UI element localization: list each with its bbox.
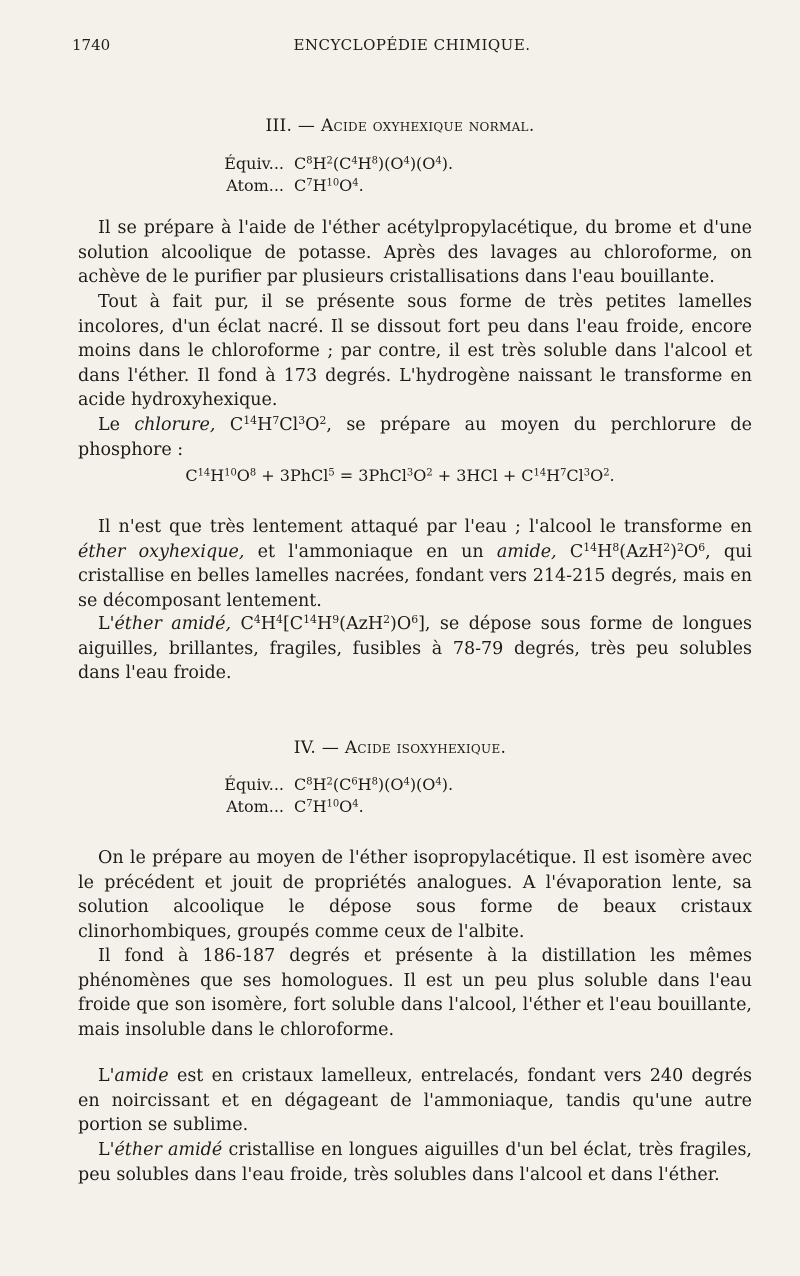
amide-formula: $C^{14}H^8(AzH^2)^2O^6$	[569, 540, 706, 562]
section-3-paragraph-chlorure: Le chlorure, $C^{14}H^7Cl^3O^2$, se prépare au moyen du perchlorure de phosphore :	[78, 414, 752, 460]
section-4-numeral: IV.	[293, 738, 317, 758]
section-3-formulas	[200, 153, 453, 197]
section-3-title: Acide oxyhexique normal.	[320, 116, 535, 136]
section-3-paragraph-5: L'éther amidé, $C^4H^4[C^{14}H^9(AzH^2)O^6]$, se dépose sous forme de longues aiguilles, brillantes, fragiles, fusibles à 78-79 degrés, très peu solubles dans l'eau froide.	[78, 613, 752, 684]
equation: $C^{14}H^{10}O^8$ + 3PhCl$^5$ = $3PhCl^3O^2 + 3HCl + C^{14}H^7Cl^3O^2$.	[185, 466, 615, 485]
ether-amide-formula: $C^4H^4[C^{14}H^9(AzH^2)O^6]$	[240, 613, 425, 634]
section-4-paragraph-amide: L'amide est en cristaux lamelleux, entrelacés, fondant vers 240 degrés en noircissant et en dégageant de l'ammoniaque, tandis qu'une autre portion se sublime.	[78, 1066, 752, 1136]
equiv-formula: $C^8H^2(C^4H^8)(O^4)(O^4)$.	[294, 154, 454, 173]
section-4-heading	[0, 738, 800, 758]
page-header	[72, 36, 752, 58]
section-3-numeral: III.	[265, 116, 293, 136]
section-4-paragraph-2: Il fond à 186-187 degrés et présente à la distillation les mêmes phénomènes que ses homologues. Il est un peu plus soluble dans l'eau froide que son isomère, fort soluble dans l'alcool, l'éther et l'eau bouillante, mais insoluble dans le chloroforme.	[78, 946, 752, 1040]
running-title: ENCYCLOPÉDIE CHIMIQUE.	[293, 36, 531, 54]
section-3-paragraph-4: Il n'est que très lentement attaqué par l'eau ; l'alcool le transforme en éther oxyhexique, et l'ammoniaque en un amide, $C^{14}H^8(AzH^2)^2O^6$, qui cristallise en belles lamelles nacrées, fondant vers 214-215 degrés, mais en se décomposant lentement.	[78, 517, 752, 611]
equiv-label: Équiv...	[224, 775, 284, 794]
section-3-dash: —	[297, 116, 316, 136]
atom-label: Atom...	[226, 176, 284, 195]
section-3-paragraph-1: Il se prépare à l'aide de l'éther acétylpropylacétique, du brome et d'une solution alcoolique de potasse. Après des lavages au chloroforme, on achève de le purifier par plusieurs cristallisations dans l'eau bouillante.	[78, 218, 752, 288]
section-3-heading	[0, 116, 800, 136]
atom-label: Atom...	[226, 797, 284, 816]
page-number: 1740	[72, 36, 111, 54]
section-4-formulas	[200, 774, 453, 818]
section-4-paragraph-ether-amide: L'éther amidé cristallise en longues aiguilles d'un bel éclat, très fragiles, peu solubles dans l'eau froide, très solubles dans l'alcool et dans l'éther.	[78, 1140, 752, 1185]
section-4-dash: —	[321, 738, 340, 758]
equiv-formula: $C^8H^2(C^6H^8)(O^4)(O^4)$.	[294, 775, 454, 794]
atom-formula: $C^7H^{10}O^4$.	[294, 176, 364, 195]
chlorure-formula: $C^{14}H^7Cl^3O^2$	[229, 414, 327, 435]
section-4-paragraph-1: On le prépare au moyen de l'éther isopropylacétique. Il est isomère avec le précédent et jouit de propriétés analogues. A l'évaporation lente, sa solution alcoolique le dépose sous forme de beaux cristaux clinorhombiques, groupés comme ceux de l'albite.	[78, 848, 752, 942]
atom-formula: $C^7H^{10}O^4$.	[294, 797, 364, 816]
equiv-label: Équiv...	[224, 154, 284, 173]
section-3-paragraph-2: Tout à fait pur, il se présente sous forme de très petites lamelles incolores, d'un éclat nacré. Il se dissout fort peu dans l'eau froide, encore moins dans le chloroforme ; par contre, il est très soluble dans l'alcool et dans l'éther. Il fond à 173 degrés. L'hydrogène naissant le transforme en acide hydroxyhexique.	[78, 292, 752, 411]
section-4-title: Acide isoxyhexique.	[344, 738, 507, 758]
